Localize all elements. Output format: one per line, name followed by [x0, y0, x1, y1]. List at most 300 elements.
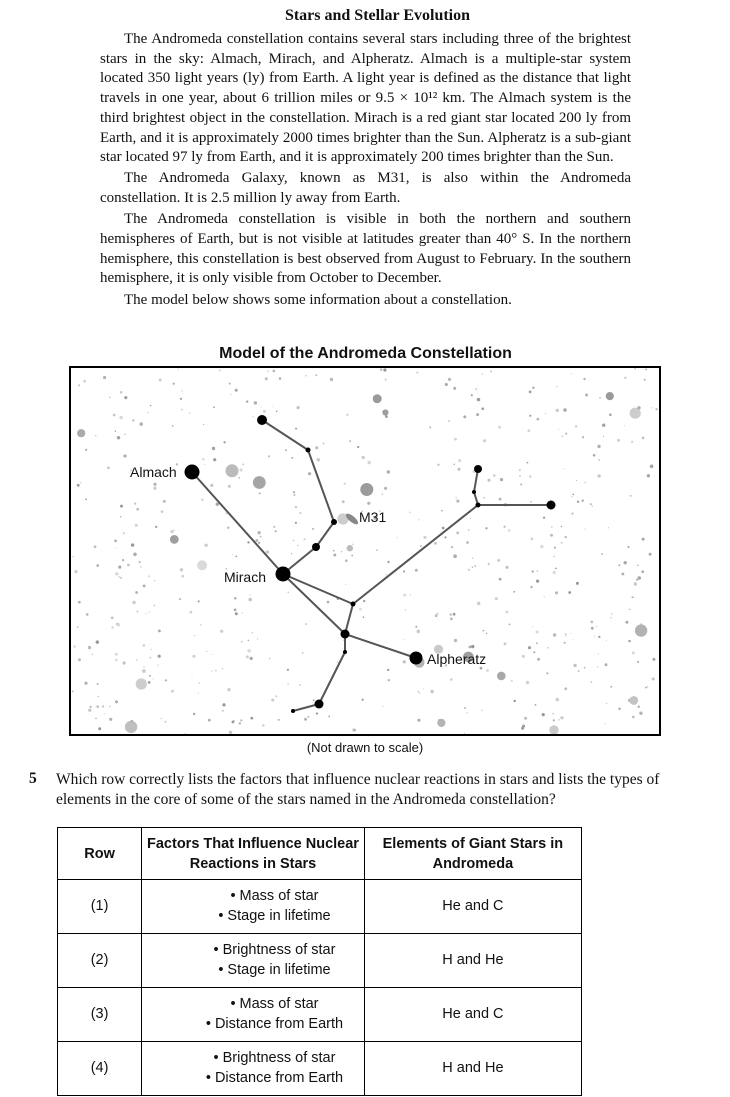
background-star	[635, 624, 647, 636]
background-star	[608, 527, 609, 528]
background-star	[405, 609, 406, 610]
background-star	[543, 517, 545, 519]
background-star	[120, 505, 123, 508]
background-star	[380, 369, 382, 371]
background-star	[647, 686, 649, 688]
background-star	[189, 412, 191, 414]
background-star	[78, 384, 80, 386]
background-star	[193, 713, 195, 715]
background-star	[466, 541, 469, 544]
background-star	[252, 632, 253, 633]
background-star	[520, 483, 522, 485]
factor-item: • Stage in lifetime	[218, 961, 331, 978]
background-star	[194, 635, 195, 636]
background-star	[536, 630, 539, 633]
background-star	[80, 602, 81, 603]
background-star	[241, 641, 243, 643]
background-star	[553, 633, 556, 636]
background-star	[605, 663, 608, 666]
background-star	[257, 531, 260, 534]
background-star	[556, 409, 559, 412]
background-star	[363, 616, 365, 618]
row-elements: He and C	[364, 880, 581, 934]
background-star	[535, 704, 537, 706]
background-star	[382, 706, 383, 707]
background-star	[250, 657, 253, 660]
background-star	[472, 558, 473, 559]
background-star	[419, 692, 421, 694]
background-star	[163, 500, 166, 503]
background-star	[131, 720, 134, 723]
background-star	[385, 415, 388, 418]
background-star	[529, 475, 532, 478]
background-star	[230, 394, 231, 395]
background-star	[618, 564, 620, 566]
background-star	[641, 571, 644, 574]
background-star	[262, 724, 265, 727]
background-star	[203, 424, 204, 425]
background-star	[471, 394, 473, 396]
background-star	[295, 506, 297, 508]
background-star	[135, 591, 138, 594]
background-star	[556, 386, 557, 387]
star-map-svg	[71, 368, 659, 734]
background-star	[403, 594, 406, 597]
background-star	[550, 534, 553, 537]
background-star	[429, 426, 431, 428]
background-star	[644, 379, 646, 381]
background-star	[565, 433, 567, 435]
background-star	[273, 370, 276, 373]
background-star	[273, 526, 275, 528]
constellation-star	[343, 650, 347, 654]
background-star	[558, 429, 559, 430]
background-star	[362, 699, 364, 701]
background-star	[558, 719, 559, 720]
background-star	[213, 406, 215, 408]
background-star	[268, 455, 270, 457]
background-star	[386, 574, 387, 575]
passage	[100, 30, 631, 312]
background-star	[232, 554, 233, 555]
background-star	[165, 679, 167, 681]
background-star	[72, 691, 74, 693]
constellation-star	[257, 415, 267, 425]
background-star	[603, 436, 604, 437]
background-star	[250, 594, 251, 595]
background-star	[430, 690, 433, 693]
background-star	[96, 640, 99, 643]
background-star	[488, 563, 490, 565]
background-star	[159, 378, 162, 381]
background-star	[571, 373, 572, 374]
background-star	[450, 614, 452, 616]
background-star	[635, 368, 636, 369]
background-star	[583, 378, 585, 380]
background-star	[299, 512, 301, 514]
background-star	[211, 654, 212, 655]
background-star	[606, 640, 607, 641]
background-star	[222, 703, 225, 706]
background-star	[139, 422, 143, 426]
background-star	[295, 522, 297, 524]
background-star	[258, 542, 260, 544]
background-star	[212, 447, 215, 450]
background-star	[597, 474, 600, 477]
background-star	[542, 713, 545, 716]
background-star	[120, 516, 122, 518]
background-star	[553, 571, 556, 574]
background-star	[645, 687, 647, 689]
background-star	[136, 678, 147, 689]
background-star	[227, 527, 229, 529]
background-star	[504, 526, 506, 528]
background-star	[182, 575, 185, 578]
background-star	[423, 536, 426, 539]
background-star	[593, 454, 596, 457]
background-star	[192, 655, 195, 658]
background-star	[642, 437, 645, 440]
background-star	[242, 464, 244, 466]
background-star	[483, 439, 486, 442]
background-star	[576, 480, 577, 481]
background-star	[247, 541, 249, 543]
background-star	[357, 446, 359, 448]
answer-table	[57, 827, 582, 1096]
background-star	[437, 464, 439, 466]
background-star	[109, 706, 111, 708]
background-star	[346, 414, 348, 416]
background-star	[149, 612, 150, 613]
table-row	[58, 880, 582, 934]
background-star	[464, 733, 465, 734]
background-star	[118, 566, 121, 569]
constellation-star	[315, 700, 324, 709]
background-star	[477, 398, 480, 401]
background-star	[154, 605, 156, 607]
background-star	[227, 688, 230, 691]
background-star	[305, 375, 306, 376]
background-star	[74, 570, 77, 573]
background-star	[127, 564, 130, 567]
background-star	[628, 640, 630, 642]
background-star	[293, 491, 295, 493]
background-star	[132, 419, 134, 421]
background-star	[161, 510, 164, 513]
background-star	[553, 719, 555, 721]
background-star	[637, 565, 639, 567]
background-star	[602, 424, 605, 427]
background-star	[545, 413, 546, 414]
background-star	[95, 435, 96, 436]
background-star	[154, 580, 155, 581]
background-star	[445, 383, 448, 386]
background-star	[86, 613, 89, 616]
background-star	[240, 468, 243, 471]
background-star	[591, 627, 594, 630]
background-star	[124, 396, 127, 399]
background-star	[564, 687, 567, 690]
background-star	[192, 674, 193, 675]
background-star	[115, 700, 118, 703]
background-star	[229, 383, 231, 385]
background-star	[577, 501, 579, 503]
background-star	[591, 681, 593, 683]
background-star	[92, 654, 93, 655]
background-star	[229, 731, 233, 734]
background-star	[481, 407, 484, 410]
background-star	[597, 666, 598, 667]
background-star	[652, 658, 655, 661]
background-star	[247, 649, 250, 652]
factor-item: • Mass of star	[230, 996, 319, 1012]
background-star	[565, 636, 566, 637]
factor-item: • Stage in lifetime	[218, 907, 331, 924]
constellation-star	[331, 519, 337, 525]
background-star	[572, 494, 574, 496]
background-star	[173, 383, 175, 385]
background-star	[655, 408, 657, 410]
background-star	[295, 428, 297, 430]
background-star	[624, 561, 627, 564]
background-star	[524, 717, 527, 720]
background-star	[359, 608, 362, 611]
background-star	[573, 664, 576, 667]
background-star	[555, 568, 557, 570]
background-star	[220, 630, 223, 633]
background-star	[611, 613, 613, 615]
background-star	[537, 658, 540, 661]
background-star	[624, 425, 625, 426]
background-star	[177, 369, 178, 370]
background-star	[629, 696, 638, 705]
background-star	[260, 536, 262, 538]
background-star	[384, 487, 387, 490]
background-star	[554, 556, 555, 557]
background-star	[444, 536, 446, 538]
background-star	[624, 377, 627, 380]
background-star	[88, 709, 91, 712]
constellation-line	[283, 574, 345, 634]
background-star	[179, 598, 181, 600]
background-star	[575, 425, 577, 427]
background-star	[215, 670, 217, 672]
background-star	[450, 678, 452, 680]
header-row: Row	[58, 828, 142, 880]
background-star	[529, 391, 532, 394]
background-star	[464, 707, 466, 709]
constellation-line	[283, 574, 353, 604]
background-star	[257, 638, 258, 639]
background-star	[628, 546, 630, 548]
background-star	[164, 721, 166, 723]
background-star	[210, 484, 213, 487]
background-star	[80, 482, 81, 483]
row-number: (1)	[58, 880, 142, 934]
background-star	[143, 666, 145, 668]
background-star	[149, 675, 151, 677]
background-star	[528, 646, 531, 649]
page-title: Stars and Stellar Evolution	[284, 7, 471, 24]
background-star	[88, 646, 91, 649]
background-star	[403, 570, 405, 572]
background-star	[552, 713, 553, 714]
background-star	[115, 653, 118, 656]
background-star	[475, 388, 477, 390]
background-star	[223, 441, 225, 443]
background-star	[278, 719, 280, 721]
background-star	[599, 397, 601, 399]
background-star	[573, 639, 574, 640]
background-star	[594, 636, 595, 637]
background-star	[536, 580, 539, 583]
background-star	[565, 536, 567, 538]
background-star	[606, 703, 608, 705]
background-star	[450, 618, 453, 621]
background-star	[470, 518, 471, 519]
background-star	[198, 600, 200, 602]
background-star	[153, 487, 156, 490]
background-star	[248, 640, 250, 642]
m31-label: M31	[359, 509, 387, 525]
background-star	[649, 553, 652, 556]
background-star	[222, 710, 224, 712]
background-star	[454, 464, 455, 465]
background-star	[246, 400, 248, 402]
background-star	[120, 391, 123, 394]
background-star	[327, 601, 330, 604]
background-star	[246, 655, 249, 658]
background-star	[625, 621, 628, 624]
background-star	[420, 545, 422, 547]
background-star	[472, 567, 473, 568]
background-star	[253, 416, 254, 417]
almach-star	[185, 465, 200, 480]
mirach-label: Mirach	[224, 569, 267, 585]
background-star	[240, 719, 242, 721]
background-star	[532, 626, 533, 627]
background-star	[347, 545, 353, 551]
background-star	[201, 498, 204, 501]
background-star	[530, 501, 531, 502]
passage-paragraph-4: The model below shows some information about a constellation.	[124, 291, 512, 308]
background-star	[598, 636, 600, 638]
background-star	[115, 548, 116, 549]
background-star	[508, 529, 510, 531]
background-star	[134, 503, 136, 505]
background-star	[333, 554, 336, 557]
background-star	[551, 526, 552, 527]
background-star	[549, 725, 558, 734]
background-star	[316, 712, 318, 714]
background-star	[123, 661, 126, 664]
background-star	[436, 613, 439, 616]
background-star	[232, 721, 235, 724]
background-star	[115, 572, 118, 575]
background-star	[118, 576, 120, 578]
background-star	[308, 472, 311, 475]
background-star	[181, 409, 183, 411]
background-star	[546, 672, 548, 674]
background-star	[97, 683, 99, 685]
row-number: (2)	[58, 934, 142, 988]
background-star	[585, 394, 588, 397]
background-star	[323, 442, 325, 444]
background-star	[483, 630, 485, 632]
background-star	[263, 410, 266, 413]
background-star	[248, 598, 252, 602]
background-star	[133, 553, 137, 557]
background-star	[562, 436, 563, 437]
background-star	[631, 441, 633, 443]
question-text: Which row correctly lists the factors that influence nuclear reactions in stars and lists the types of elements in the core of some of the stars named in the Andromeda constellation?	[56, 771, 660, 808]
background-star	[555, 591, 558, 594]
background-star	[94, 545, 97, 548]
background-star	[453, 387, 456, 390]
background-star	[275, 530, 277, 532]
background-star	[142, 669, 146, 673]
background-star	[527, 462, 529, 464]
background-star	[190, 611, 193, 614]
background-star	[597, 445, 600, 448]
background-star	[423, 689, 424, 690]
background-star	[415, 626, 417, 628]
background-star	[291, 553, 292, 554]
background-star	[148, 681, 151, 684]
background-star	[636, 579, 638, 581]
background-star	[606, 392, 614, 400]
background-star	[571, 496, 573, 498]
background-star	[276, 411, 278, 413]
background-star	[180, 398, 182, 400]
background-star	[297, 545, 298, 546]
row-factors	[142, 934, 365, 988]
background-star	[98, 696, 99, 697]
background-star	[199, 682, 201, 684]
factor-item: • Mass of star	[230, 888, 319, 904]
background-star	[345, 559, 348, 562]
background-star	[638, 706, 640, 708]
background-star	[556, 698, 560, 702]
background-star	[448, 378, 451, 381]
background-star	[206, 651, 207, 652]
background-star	[485, 527, 487, 529]
background-star	[200, 624, 202, 626]
background-star	[140, 566, 141, 567]
background-star	[578, 670, 580, 672]
background-star	[139, 561, 141, 563]
background-star	[119, 416, 123, 420]
background-star	[415, 569, 418, 572]
background-star	[438, 719, 439, 720]
background-star	[136, 508, 139, 511]
background-star	[500, 478, 503, 481]
background-star	[454, 438, 457, 441]
background-star	[561, 526, 562, 527]
background-star	[481, 710, 483, 712]
background-star	[582, 436, 584, 438]
background-star	[622, 573, 625, 576]
background-star	[96, 705, 99, 708]
background-star	[259, 492, 261, 494]
background-star	[474, 565, 476, 567]
background-star	[519, 476, 520, 477]
background-star	[239, 722, 241, 724]
background-star	[115, 659, 117, 661]
background-star	[490, 371, 492, 373]
background-star	[74, 646, 76, 648]
constellation-star	[351, 602, 356, 607]
